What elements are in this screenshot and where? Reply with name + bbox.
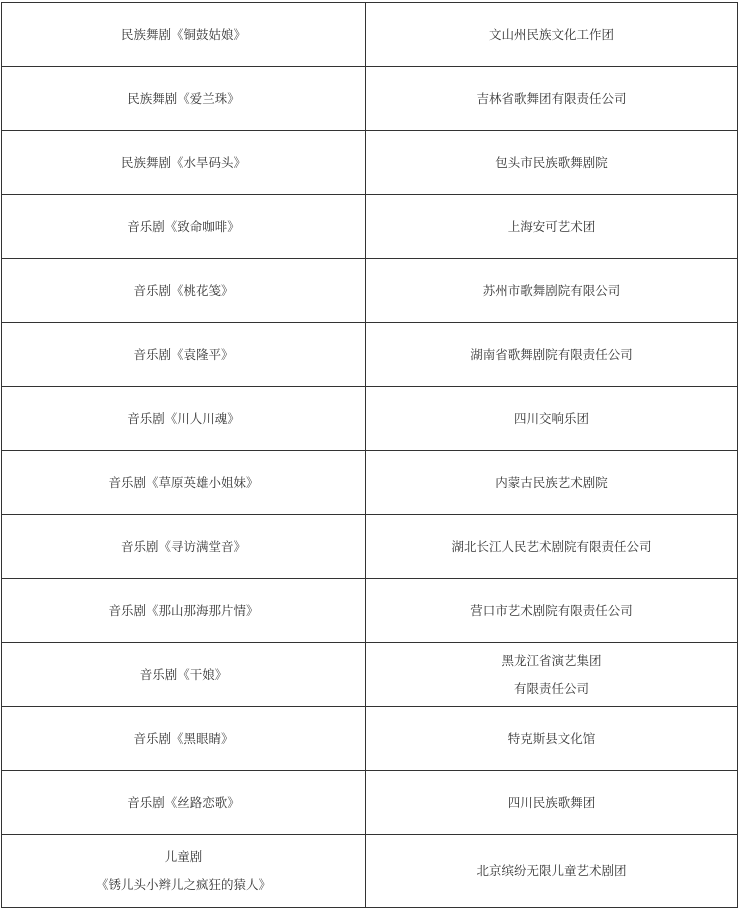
work-title-cell: [2, 579, 366, 643]
table-row: [2, 195, 738, 259]
unit-name: 包头市民族歌舞剧院: [495, 154, 608, 170]
table-row: [2, 3, 738, 67]
works-table-body: [2, 3, 738, 908]
unit-name-cell: [366, 259, 738, 323]
unit-name-cell: [366, 643, 738, 707]
table-row: [2, 131, 738, 195]
table-row: [2, 707, 738, 771]
unit-name: 上海安可艺术团: [507, 218, 596, 234]
work-title: 儿童剧: [164, 849, 203, 864]
unit-name: 北京缤纷无限儿童艺术剧团: [476, 863, 627, 878]
unit-name-cell: [366, 3, 738, 67]
work-title-cell: [2, 451, 366, 515]
unit-name-cell: [366, 579, 738, 643]
unit-name: 有限责任公司: [513, 680, 589, 696]
unit-name-cell: [366, 131, 738, 195]
work-title-cell: [2, 67, 366, 131]
work-title-cell: [2, 387, 366, 451]
work-title-cell: [2, 323, 366, 387]
work-title: 音乐剧《干娘》: [139, 666, 228, 682]
unit-name: 湖南省歌舞剧院有限责任公司: [470, 346, 633, 362]
work-title: 音乐剧《袁隆平》: [133, 346, 234, 362]
unit-name-cell: [366, 771, 738, 835]
unit-name: 吉林省歌舞团有限责任公司: [476, 90, 627, 106]
unit-name-cell: [366, 67, 738, 131]
unit-name-cell: [366, 515, 738, 579]
work-title: 《锈儿头小辫儿之疯狂的猿人》: [95, 877, 271, 892]
unit-name: 文山州民族文化工作团: [488, 26, 614, 42]
table-row: [2, 323, 738, 387]
work-title-cell: [2, 515, 366, 579]
unit-name-cell: [366, 387, 738, 451]
work-title: 音乐剧《致命咖啡》: [127, 218, 240, 234]
work-title-cell: [2, 131, 366, 195]
unit-name-cell: [366, 323, 738, 387]
work-title-cell: [2, 3, 366, 67]
work-title-cell: [2, 771, 366, 835]
work-title: 音乐剧《丝路恋歌》: [127, 794, 240, 810]
work-title: 音乐剧《草原英雄小姐妹》: [108, 474, 259, 490]
unit-name: 苏州市歌舞剧院有限公司: [482, 282, 621, 298]
work-title-cell: [2, 195, 366, 259]
work-title: 音乐剧《川人川魂》: [127, 410, 240, 426]
works-table: [1, 2, 738, 908]
work-title: 音乐剧《寻访满堂音》: [120, 538, 246, 554]
table-row: [2, 835, 738, 908]
unit-name-cell: [366, 707, 738, 771]
unit-name-cell: [366, 451, 738, 515]
work-title-cell: [2, 835, 366, 908]
table-row: [2, 387, 738, 451]
table-row: [2, 67, 738, 131]
work-title: 音乐剧《那山那海那片情》: [108, 602, 259, 618]
table-row: [2, 579, 738, 643]
unit-name-cell: [366, 835, 738, 908]
table-row: [2, 771, 738, 835]
work-title-cell: [2, 707, 366, 771]
unit-name: 特克斯县文化馆: [507, 730, 596, 746]
unit-name: 湖北长江人民艺术剧院有限责任公司: [451, 538, 652, 554]
work-title: 音乐剧《桃花笺》: [133, 282, 234, 298]
unit-name: 内蒙古民族艺术剧院: [495, 474, 608, 490]
table-row: [2, 451, 738, 515]
unit-name-cell: [366, 195, 738, 259]
table-row: [2, 643, 738, 707]
unit-name: 营口市艺术剧院有限责任公司: [470, 602, 633, 618]
unit-name: 黑龙江省演艺集团: [501, 652, 602, 668]
unit-name: 四川交响乐团: [513, 410, 589, 426]
work-title: 民族舞剧《铜鼓姑娘》: [120, 26, 246, 42]
work-title: 音乐剧《黑眼睛》: [133, 730, 234, 746]
work-title-cell: [2, 643, 366, 707]
table-row: [2, 259, 738, 323]
work-title: 民族舞剧《爱兰珠》: [127, 90, 240, 106]
work-title: 民族舞剧《水旱码头》: [120, 154, 246, 170]
work-title-cell: [2, 259, 366, 323]
unit-name: 四川民族歌舞团: [507, 794, 596, 810]
table-row: [2, 515, 738, 579]
